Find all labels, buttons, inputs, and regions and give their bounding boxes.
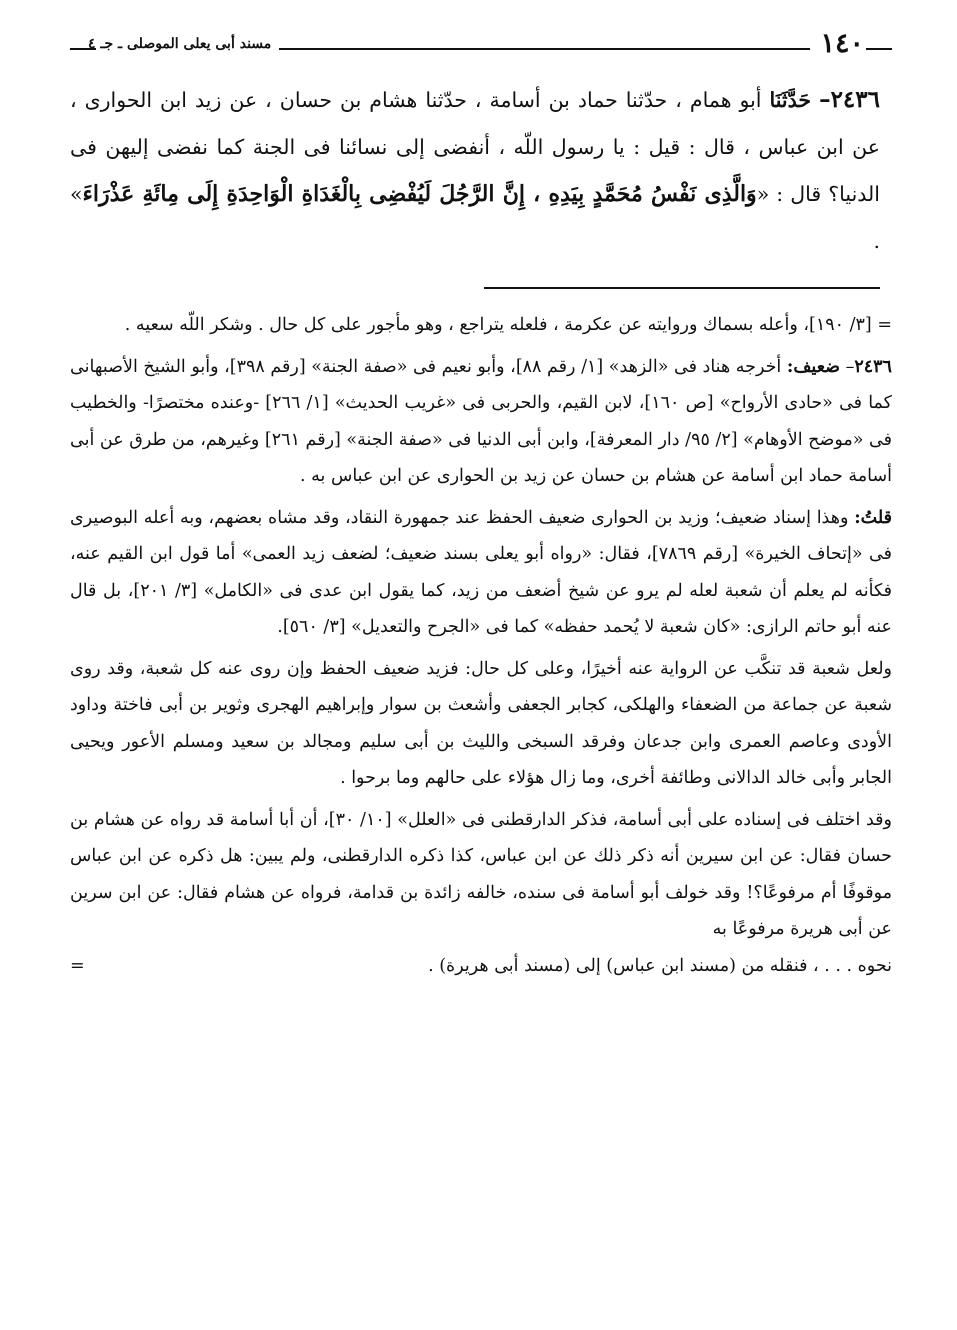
- qultu-label: قلتُ:: [854, 507, 892, 528]
- footnote-paragraph-4: [70, 802, 892, 985]
- footnote-separator: [484, 287, 880, 289]
- hadith-separator: –: [819, 86, 831, 113]
- page-number: ١٤٠: [810, 28, 874, 59]
- paragraph-4-last-line: نحوه . . . ، فنقله من (مسند ابن عباس) إلى (مسند أبى هريرة) .: [428, 955, 892, 976]
- continuation-text: [٣/ ١٩٠]، وأعله بسماك وروايته عن عكرمة ، فلعله يتراجع ، وهو مأجور على كل حال . وشكر اللّه سعيه .: [124, 315, 872, 335]
- paragraph-4-text: وقد اختلف فى إسناده على أبى أسامة، فذكر الدارقطنى فى «العلل» [١٠/ ٣٠]، أن أبا أسامة قد رواه عن هشام بن حسان فقال: عن ابن سيرين أنه ذكر ذلك عن ابن عباس، كذا ذكره الدارقطنى، ولم يبين: هل ذكره عن ابن عباس موقوفًا أم مرفوعًا؟! وقد خولف أبو أسامة فى سنده، خالفه زائدة بن قدامة، فرواه عن هشام فقال: عن ابن سرين عن أبى هريرة مرفوعًا به: [70, 809, 892, 939]
- hadith-isnad: أبو همام ، حدّثنا حماد بن أسامة ، حدّثنا هشام بن حسان ، عن زيد ابن الحوارى ، عن ابن عباس ، قال : قيل : يا رسول اللّه ، أنفضى إلى نسائنا فى الجنة كما نفضى إليهن فى الدنيا؟ قال : «: [70, 88, 880, 206]
- book-page: [70, 22, 892, 989]
- takhrij-number: ٢٤٣٦: [854, 356, 892, 377]
- footnote-continuation: [70, 307, 892, 344]
- footnote-takhrij: ٢٤٣٦– ضعيف: أخرجه هناد فى «الزهد» [١/ رقم ٨٨]، وأبو نعيم فى «صفة الجنة» [رقم ٣٩٨]، وأبو الشيخ الأصبهانى كما فى «حادى الأرواح» [ص ١٦٠]، لابن القيم، والحربى فى «غريب الحديث» [١/ ٢٦٦] -وعنده مختصرًا- والخطيب فى «موضح الأوهام» [٢/ ٩٥/ دار المعرفة]، وابن أبى الدنيا فى «صفة الجنة» [رقم ٢٦١] وغيرهم، من طرق عن أبى أسامة حماد ابن أسامة عن هشام بن حسان عن زيد بن الحوارى عن ابن عباس به .: [70, 356, 892, 486]
- continuation-mark: =: [877, 315, 892, 335]
- takhrij-text: أخرجه هناد فى «الزهد» [١/ رقم ٨٨]، وأبو نعيم فى «صفة الجنة» [رقم ٣٩٨]، وأبو الشيخ الأصبهانى كما فى «حادى الأرواح» [ص ١٦٠]، لابن القيم، والحربى فى «غريب الحديث» [١/ ٢٦٦] -وعنده مختصرًا- والخطيب فى «موضح الأوهام» [٢/ ٩٥/ دار المعرفة]، وابن أبى الدنيا فى «صفة الجنة» [رقم ٢٦١] وغيرهم، من طرق عن أبى أسامة حماد ابن أسامة عن هشام بن حسان عن زيد بن الحوارى عن ابن عباس به .: [70, 356, 892, 486]
- hadith-closing: » .: [70, 182, 880, 253]
- footnotes: [70, 307, 892, 984]
- continues-mark: =: [70, 955, 85, 976]
- footnote-qultu: [70, 500, 892, 646]
- header-dash-left: [70, 48, 96, 50]
- running-head: [70, 22, 892, 68]
- hadith-number: ٢٤٣٦: [830, 86, 880, 113]
- hadith-text: [70, 76, 880, 265]
- qultu-text: وهذا إسناد ضعيف؛ وزيد بن الحوارى ضعيف الحفظ عند جمهورة النقاد، وقد مشاه بعضهم، وبه أعله البوصيرى فى «إتحاف الخيرة» [رقم ٧٨٦٩]، فقال: «رواه أبو يعلى بسند ضعيف؛ لضعف زيد العمى» أما قول ابن القيم عنه، فكأنه لم يعلم أن شعبة لعله لم يرو عن شيخ أضعف من زيد، كما يقول ابن عدى فى «الكامل» [٣/ ٢٠١]، بل قال عنه أبو حاتم الرازى: «كان شعبة لا يُحمد حفظه» كما فى «الجرح والتعديل» [٣/ ٥٦٠].: [70, 507, 892, 637]
- footnote-paragraph-3: ولعل شعبة قد تنكَّب عن الرواية عنه أخيرًا، وعلى كل حال: فزيد ضعيف الحفظ وإن روى عنه كل شعبة، وقد روى شعبة عن جماعة من الضعفاء والهلكى، كجابر الجعفى وأشعث بن سوار وإبراهيم الهجرى وثوير بن أبى فاختة وداود الأودى وعاصم العمرى وابن جدعان وفرقد السبخى والليث بن أبى سليم ومجالد بن سعيد ومسلم الأعور ويحيى الجابر وأبى خالد الدالانى وطائفة أخرى، وما زال هؤلاء على حالهم وما برحوا .: [70, 658, 892, 788]
- running-title: مسند أبى يعلى الموصلى ـ جـ ٤: [80, 36, 279, 52]
- hadith-lead-word: حَدَّثَنَا: [769, 88, 812, 112]
- hadith-matn: وَالَّذِى نَفْسُ مُحَمَّدٍ بِيَدِهِ ، إِنَّ الرَّجُلَ لَيُفْضِى بِالْغَدَاةِ الْوَاحِدَةِ إِلَى مِائَةِ عَذْرَاءَ: [82, 181, 757, 207]
- header-dash-right: [866, 48, 892, 50]
- takhrij-grade: ضعيف:: [786, 356, 841, 377]
